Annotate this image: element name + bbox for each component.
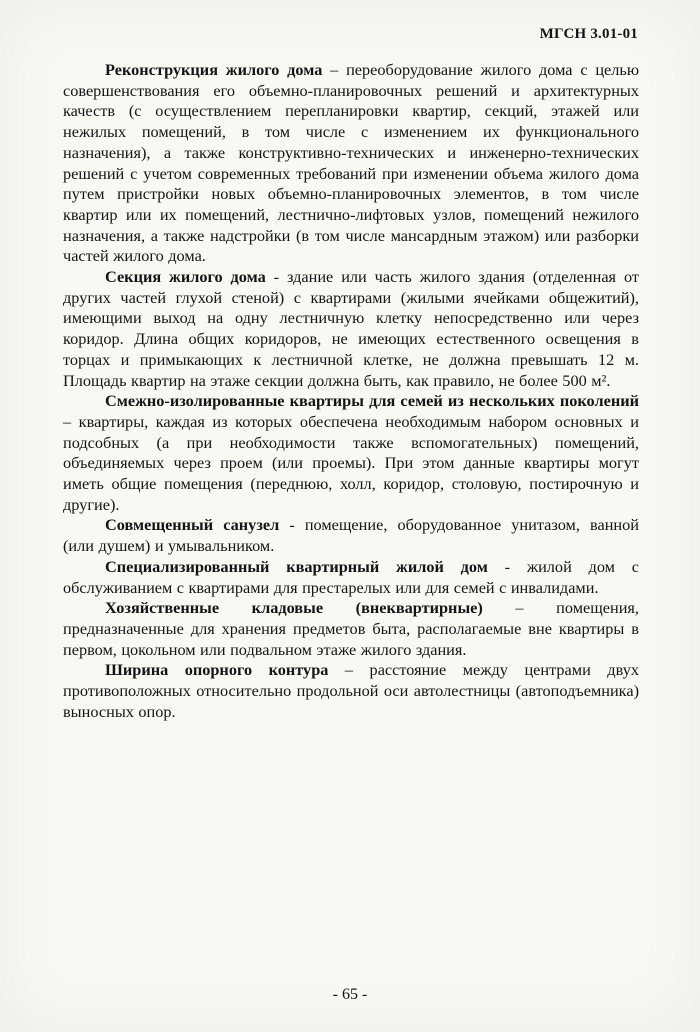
- definition-text: – помещения, предназначенные для хранения предметов быта, располагаемые вне квартиры в первом, цокольном или подвальном этаже жилого здания.: [63, 598, 639, 659]
- definition-text: - помещение, оборудованное унитазом, ванной (или душем) и умывальником.: [63, 515, 639, 556]
- document-code: МГСН 3.01-01: [539, 26, 638, 42]
- definition-term: Ширина опорного контура: [105, 660, 329, 680]
- definition-paragraph: [63, 660, 639, 722]
- definition-paragraph: [63, 598, 639, 660]
- definition-term: Реконструкция жилого дома: [105, 60, 323, 79]
- definition-paragraph: [63, 557, 639, 598]
- definition-term: Смежно-изолированные квартиры для семей из нескольких поколений: [105, 391, 639, 411]
- definition-text: – переоборудование жилого дома с целью совершенствования его объемно-планировочных решений и архитектурных качеств (с осуществлением перепланировки квартир, секций, этажей или нежилых помещений, в том числе с изменением их функционального назначения), а также конструктивно-технических и инженерно-технических решений с учетом современных требований при изменении объема жилого дома путем пристройки новых объемно-планировочных элементов, в том числе квартир или их помещений, лестнично-лифтовых узлов, помещений нежилого назначения, а также надстройки (в том числе мансардным этажом) или разборки частей жилого дома.: [63, 60, 639, 266]
- definition-term: Специализированный квартирный жилой дом: [105, 556, 488, 576]
- definition-paragraph: [63, 267, 639, 391]
- definition-text: - жилой дом с обслуживанием с квартирами для престарелых или для семей с инвалидами.: [63, 556, 639, 597]
- definition-term: Секция жилого дома: [105, 267, 266, 287]
- definition-paragraph: [63, 60, 639, 267]
- definition-term: Совмещенный санузел: [105, 515, 280, 535]
- definition-paragraph: [63, 391, 639, 515]
- definition-term: Хозяйственные кладовые (внеквартирные): [105, 598, 483, 618]
- definition-text: - здание или часть жилого здания (отделенная от других частей глухой стеной) с квартирами (жилыми ячейками общежитий), имеющими выход на одну лестничную клетку непосредственно или через коридор. Длина общих коридоров, не имеющих естественного освещения в торцах и примыкающих к лестничной клетке, не должна превышать 12 м. Площадь квартир на этаже секции должна быть, как правило, не более 500 м².: [63, 267, 639, 390]
- page-number: - 65 -: [332, 986, 368, 1003]
- document-body: [63, 60, 639, 723]
- definition-text: – расстояние между центрами двух противоположных относительно продольной оси автолестницы (автоподъемника) выносных опор.: [63, 660, 639, 721]
- definition-text: – квартиры, каждая из которых обеспечена необходимым набором основных и подсобных (а при необходимости также вспомогательных) помещений, объединяемых через проем (или проемы). При этом данные квартиры могут иметь общие помещения (переднюю, холл, коридор, столовую, постирочную и другие).: [63, 411, 639, 514]
- definition-paragraph: [63, 515, 639, 556]
